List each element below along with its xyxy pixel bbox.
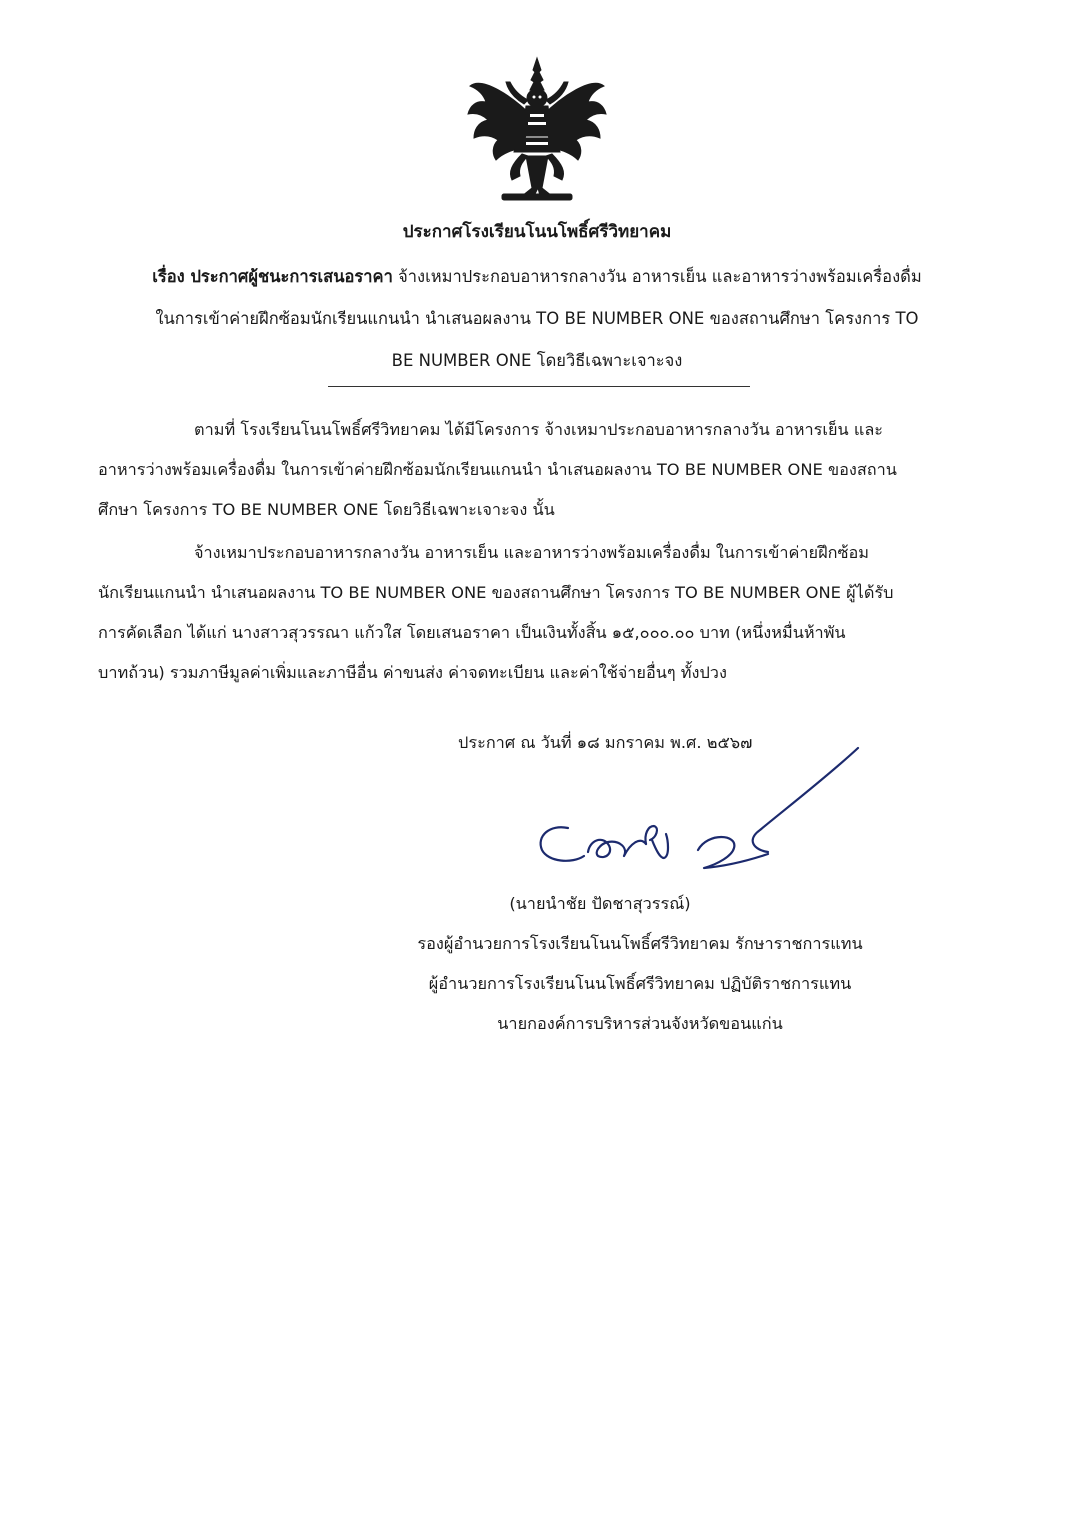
subject-line-2: ในการเข้าค่ายฝึกซ้อมนักเรียนแกนนำ นำเสนอผลงาน TO BE NUMBER ONE ของสถานศึกษา โครงการ TO <box>155 309 919 328</box>
subject-text: จ้างเหมาประกอบอาหารกลางวัน อาหารเย็น และอาหารว่างพร้อมเครื่องดื่ม <box>392 267 922 286</box>
document-title: ประกาศโรงเรียนโนนโพธิ์ศรีวิทยาคม <box>402 222 672 242</box>
subject-label: เรื่อง ประกาศผู้ชนะการเสนอราคา <box>152 267 393 286</box>
paragraph-2-line: จ้างเหมาประกอบอาหารกลางวัน อาหารเย็น และอาหารว่างพร้อมเครื่องดื่ม ในการเข้าค่ายฝึกซ้อม <box>194 543 870 562</box>
paragraph-2-line: การคัดเลือก ได้แก่ นางสาวสุวรรณา แก้วใส โดยเสนอราคา เป็นเงินทั้งสิ้น ๑๕,๐๐๐.๐๐ บาท (หนึ่งหมื่นห้าพัน <box>98 623 846 642</box>
paragraph-2 <box>98 533 968 693</box>
paragraph-1-line: ตามที่ โรงเรียนโนนโพธิ์ศรีวิทยาคม ได้มีโครงการ จ้างเหมาประกอบอาหารกลางวัน อาหารเย็น และ <box>194 420 884 439</box>
signer-name: (นายนำชัย ปัดชาสุวรรณ์) <box>509 894 691 913</box>
announcement-date: ประกาศ ณ วันที่ ๑๘ มกราคม พ.ศ. ๒๕๖๗ <box>458 733 753 752</box>
paragraph-1 <box>98 410 968 530</box>
paragraph-1-line: ศึกษา โครงการ TO BE NUMBER ONE โดยวิธีเฉพาะเจาะจง นั้น <box>98 500 555 519</box>
handwritten-signature <box>528 740 868 880</box>
signer-position-1: รองผู้อำนวยการโรงเรียนโนนโพธิ์ศรีวิทยาคม รักษาราชการแทน <box>417 934 863 953</box>
signer-position-3: นายกองค์การบริหารส่วนจังหวัดขอนแก่น <box>497 1014 783 1033</box>
separator-line <box>328 386 750 387</box>
paragraph-2-line: นักเรียนแกนนำ นำเสนอผลงาน TO BE NUMBER ONE ของสถานศึกษา โครงการ TO BE NUMBER ONE ผู้ได้รับ <box>98 583 894 602</box>
signer-position-2: ผู้อำนวยการโรงเรียนโนนโพธิ์ศรีวิทยาคม ปฏิบัติราชการแทน <box>428 974 852 993</box>
paragraph-2-line: บาทถ้วน) รวมภาษีมูลค่าเพิ่มและภาษีอื่น ค่าขนส่ง ค่าจดทะเบียน และค่าใช้จ่ายอื่นๆ ทั้งปวง <box>98 663 727 682</box>
subject-line-3: BE NUMBER ONE โดยวิธีเฉพาะเจาะจง <box>391 351 683 370</box>
document-subject <box>98 256 976 382</box>
paragraph-1-line: อาหารว่างพร้อมเครื่องดื่ม ในการเข้าค่ายฝึกซ้อมนักเรียนแกนนำ นำเสนอผลงาน TO BE NUMBER ONE ของสถาน <box>98 460 897 479</box>
garuda-emblem-icon <box>462 56 612 204</box>
subject-line-1 <box>98 256 976 298</box>
